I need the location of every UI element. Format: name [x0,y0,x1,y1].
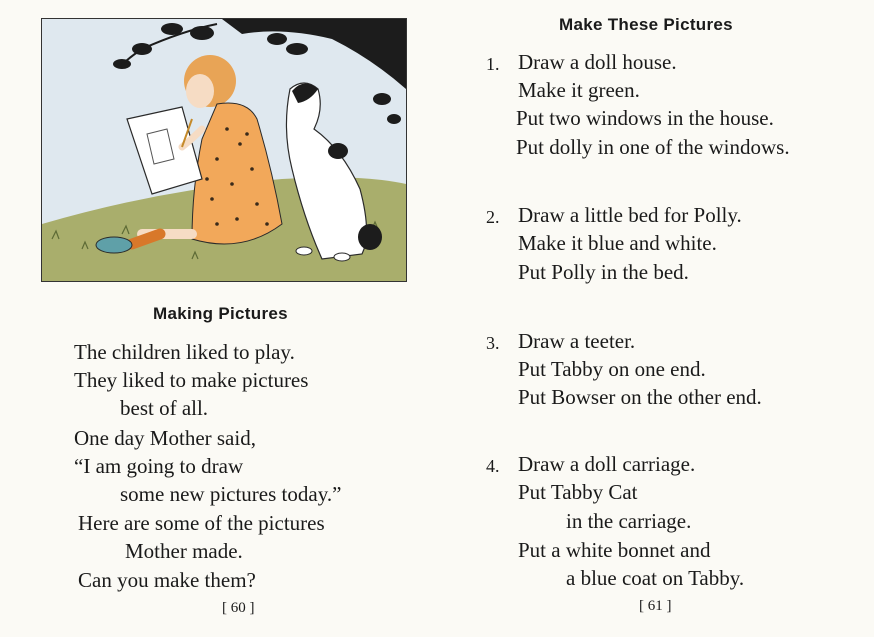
instruction-line: Draw a doll house. [518,50,677,74]
item-number: 4. [486,456,500,476]
instruction-line: Draw a doll carriage. [518,452,696,476]
instruction-line: Draw a teeter. [518,329,636,353]
item-number: 2. [486,207,500,227]
story-line: “I am going to draw [74,454,244,478]
story-line: Here are some of the pictures [78,511,325,535]
instruction-line: Put Tabby on one end. [518,357,706,381]
instruction-line: Put two windows in the house. [516,106,774,130]
story-line: One day Mother said, [74,426,256,450]
page-title: Making Pictures [153,304,288,323]
instruction-line: Make it green. [518,78,640,102]
story-line: They liked to make pictures [74,368,309,392]
instruction-line: a blue coat on Tabby. [566,566,745,590]
story-line: best of all. [120,396,209,420]
instruction-line: Make it blue and white. [518,231,717,255]
item-number: 1. [486,54,500,74]
page-title: Make These Pictures [559,15,733,34]
right-page [437,0,874,637]
instruction-line: Put Bowser on the other end. [518,385,762,409]
instruction-line: Put dolly in one of the windows. [516,135,790,159]
instruction-line: in the carriage. [566,509,692,533]
page-number: [ 61 ] [639,598,672,614]
instruction-line: Put Tabby Cat [518,480,638,504]
item-number: 3. [486,333,500,353]
story-line: some new pictures today.” [120,482,342,506]
instruction-line: Put a white bonnet and [518,538,711,562]
story-line: The children liked to play. [74,340,295,364]
story-line: Mother made. [125,539,243,563]
instruction-line: Draw a little bed for Polly. [518,203,742,227]
story-line: Can you make them? [78,568,256,592]
instruction-line: Put Polly in the bed. [518,260,689,284]
page-number: [ 60 ] [222,600,255,616]
girl-drawing-with-dog-illustration [41,18,407,282]
